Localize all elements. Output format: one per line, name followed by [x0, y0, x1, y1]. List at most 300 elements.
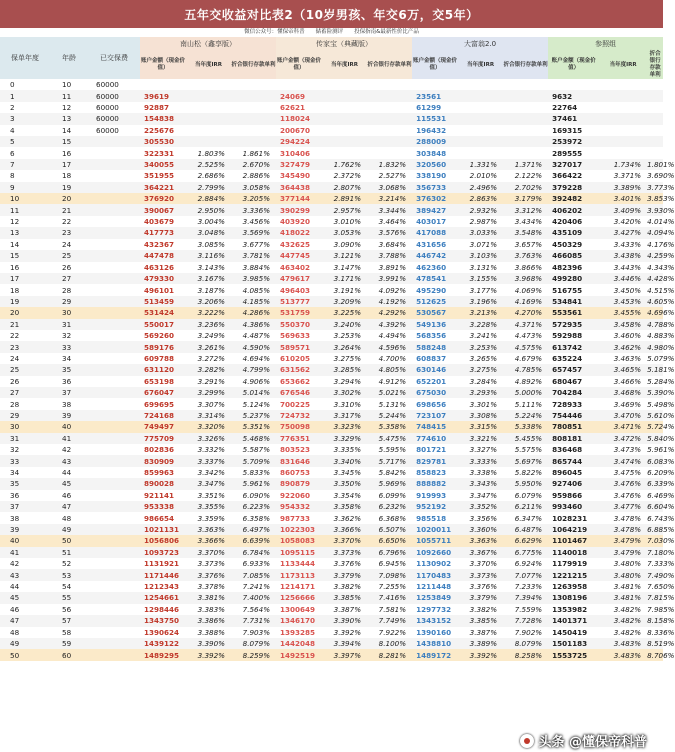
cell-irr — [186, 90, 231, 101]
cell-irr: 3.474% — [599, 455, 647, 466]
cell-value: 1298446 — [140, 604, 186, 615]
cell-bank: 6.209% — [647, 468, 675, 478]
cell-bank: 3.884% — [231, 262, 276, 273]
cell-bank: 4.694% — [231, 353, 276, 364]
cell-irr: 3.392% — [186, 649, 231, 660]
cell-bank: 5.014% — [231, 387, 276, 398]
cell-value: 403679 — [140, 216, 186, 227]
cell-irr: 3.249% — [186, 330, 231, 341]
cell-bank: 7.728% — [503, 615, 548, 626]
cell-age: 38 — [50, 398, 88, 409]
cell-paid — [88, 455, 140, 466]
cell-value: 482396 — [548, 262, 599, 273]
table-row — [0, 615, 663, 626]
cell-value: 1221215 — [548, 569, 599, 580]
table-row — [0, 125, 663, 136]
cell-bank: 6.743% — [647, 513, 675, 523]
cell-bank: 6.650% — [367, 535, 412, 546]
cell-irr: 2.686% — [186, 170, 231, 181]
cell-bank: 6.368% — [367, 512, 412, 523]
cell-irr: 3.479% — [599, 535, 647, 546]
cell-bank: 6.775% — [503, 547, 548, 558]
cell-bank: 5.021% — [367, 387, 412, 398]
cell-irr: 1.331% — [458, 159, 503, 170]
cell-paid — [88, 569, 140, 580]
cell-paid — [88, 524, 140, 535]
cell-irr: 3.315% — [458, 421, 503, 432]
cell-paid — [88, 547, 140, 558]
cell-year: 18 — [0, 284, 50, 295]
cell-value: 1353982 — [548, 604, 599, 615]
cell-age: 51 — [50, 547, 88, 558]
cell-bank — [647, 79, 663, 90]
cell-age: 22 — [50, 216, 88, 227]
cell-irr: 3.010% — [322, 216, 367, 227]
cell-bank: 6.639% — [231, 535, 276, 546]
cell-bank: 5.237% — [231, 410, 276, 421]
cell-value: 589176 — [140, 341, 186, 352]
cell-bank: 3.991% — [367, 273, 412, 284]
cell-value: 61299 — [412, 102, 458, 113]
cell-bank: 8.258% — [503, 649, 548, 660]
cell-bank: 2.670% — [231, 159, 276, 170]
cell-bank: 4.575% — [503, 341, 548, 352]
cell-bank: 4.428% — [647, 274, 675, 284]
cell-value: 435109 — [548, 227, 599, 238]
cell-value: 954332 — [276, 501, 322, 512]
cell-irr: 3.241% — [458, 330, 503, 341]
cell-bank: 6.933% — [231, 558, 276, 569]
cell-value: 952192 — [412, 501, 458, 512]
cell-irr: 3.389% — [458, 638, 503, 649]
cell-irr: 3.376% — [458, 581, 503, 592]
cell-value: 389427 — [412, 204, 458, 215]
table-row — [0, 627, 663, 638]
cell-value: 1140018 — [548, 547, 599, 558]
cell-irr: 3.483% — [599, 638, 647, 649]
cell-bank — [503, 136, 548, 147]
cell-value: 495290 — [412, 284, 458, 295]
cell-irr: 3.366% — [322, 524, 367, 535]
cell-bank: 5.284% — [647, 376, 675, 386]
cell-irr: 3.360% — [458, 524, 503, 535]
cell-age: 42 — [50, 444, 88, 455]
cell-bank: 1.371% — [503, 159, 548, 170]
cell-value: 305530 — [140, 136, 186, 147]
table-row — [0, 558, 663, 569]
cell-irr: 3.471% — [599, 421, 647, 432]
cell-value: 364221 — [140, 182, 186, 193]
cell-bank: 4.785% — [503, 364, 548, 375]
cell-year: 7 — [0, 159, 50, 170]
cell-paid — [88, 478, 140, 489]
cell-paid — [88, 239, 140, 250]
table-row — [0, 444, 663, 455]
cell-year: 22 — [0, 330, 50, 341]
cell-bank: 6.497% — [231, 524, 276, 535]
cell-value: 294224 — [276, 136, 322, 147]
cell-value: 774610 — [412, 433, 458, 444]
cell-bank: 4.392% — [367, 319, 412, 330]
cell-irr: 3.450% — [599, 284, 647, 295]
cell-irr: 3.240% — [322, 319, 367, 330]
cell-value: 676546 — [276, 387, 322, 398]
cell-value: 496403 — [276, 284, 322, 295]
cell-irr: 3.472% — [599, 433, 647, 444]
cell-bank: 7.416% — [367, 592, 412, 603]
cell-irr — [322, 79, 367, 90]
cell-irr: 3.478% — [599, 524, 647, 535]
cell-value: 1346170 — [276, 615, 322, 626]
cell-bank: 7.903% — [231, 627, 276, 638]
cell-year: 26 — [0, 376, 50, 387]
cell-bank: 2.122% — [503, 170, 548, 181]
header-irr: 当年度IRR — [458, 51, 503, 79]
cell-bank: 4.192% — [367, 296, 412, 307]
cell-paid — [88, 410, 140, 421]
cell-value: 569633 — [276, 330, 322, 341]
cell-irr: 3.390% — [322, 615, 367, 626]
cell-irr: 3.284% — [458, 376, 503, 387]
cell-bank: 7.490% — [647, 570, 675, 580]
cell-age: 15 — [50, 136, 88, 147]
cell-value: 1300649 — [276, 604, 322, 615]
cell-bank: 4.069% — [503, 284, 548, 295]
cell-bank: 4.679% — [503, 353, 548, 364]
cell-value: 1253849 — [412, 592, 458, 603]
cell-age: 58 — [50, 627, 88, 638]
cell-age: 59 — [50, 638, 88, 649]
cell-irr: 3.388% — [186, 627, 231, 638]
table-row — [0, 90, 663, 101]
cell-year: 14 — [0, 239, 50, 250]
cell-age: 49 — [50, 524, 88, 535]
cell-age: 17 — [50, 159, 88, 170]
cell-bank: 4.014% — [647, 217, 675, 227]
cell-age: 46 — [50, 490, 88, 501]
cell-irr — [599, 90, 647, 101]
cell-paid — [88, 136, 140, 147]
cell-irr: 3.362% — [322, 512, 367, 523]
cell-value: 39619 — [140, 90, 186, 101]
cell-year: 1 — [0, 90, 50, 101]
cell-irr: 3.332% — [186, 444, 231, 455]
cell-bank: 5.969% — [367, 478, 412, 489]
cell-value: 829781 — [412, 455, 458, 466]
cell-value: 462360 — [412, 262, 458, 273]
cell-irr — [322, 113, 367, 124]
cell-value: 1092660 — [412, 547, 458, 558]
cell-value: 1028231 — [548, 512, 599, 523]
cell-value: 1064219 — [548, 524, 599, 535]
cell-bank: 7.564% — [231, 604, 276, 615]
cell-irr: 3.282% — [186, 364, 231, 375]
cell-year: 50 — [0, 649, 50, 660]
cell-bank: 5.224% — [503, 410, 548, 421]
cell-irr: 3.320% — [186, 421, 231, 432]
cell-value: 698656 — [412, 398, 458, 409]
cell-value: 1489295 — [140, 649, 186, 660]
cell-value: 1055711 — [412, 535, 458, 546]
cell-irr: 3.376% — [322, 558, 367, 569]
cell-bank: 5.131% — [367, 398, 412, 409]
cell-irr: 3.476% — [599, 478, 647, 489]
cell-value: 922060 — [276, 490, 322, 501]
table-row — [0, 364, 663, 375]
cell-year: 32 — [0, 444, 50, 455]
cell-value: 478541 — [412, 273, 458, 284]
cell-year: 19 — [0, 296, 50, 307]
cell-bank: 7.241% — [231, 581, 276, 592]
cell-bank — [503, 90, 548, 101]
cell-bank: 4.259% — [647, 251, 675, 261]
cell-irr: 2.884% — [186, 193, 231, 204]
cell-irr: 3.143% — [186, 262, 231, 273]
cell-year: 49 — [0, 638, 50, 649]
cell-paid — [88, 490, 140, 501]
cell-paid — [88, 604, 140, 615]
cell-irr: 3.253% — [458, 341, 503, 352]
cell-irr: 3.053% — [322, 227, 367, 238]
cell-paid — [88, 273, 140, 284]
table-row — [0, 262, 663, 273]
cell-age: 21 — [50, 204, 88, 215]
cell-irr: 3.482% — [599, 627, 647, 638]
cell-bank: 6.223% — [231, 501, 276, 512]
cell-age: 39 — [50, 410, 88, 421]
cell-bank: 7.922% — [367, 627, 412, 638]
cell-irr: 3.379% — [458, 592, 503, 603]
cell-value: 9632 — [548, 90, 599, 101]
cell-bank: 5.595% — [367, 444, 412, 455]
cell-age: 36 — [50, 376, 88, 387]
header-bank: 折合银行存款单利 — [367, 51, 412, 79]
cell-value: 463126 — [140, 262, 186, 273]
cell-year: 17 — [0, 273, 50, 284]
cell-irr: 3.191% — [322, 284, 367, 295]
cell-irr: 3.321% — [458, 433, 503, 444]
cell-value: 1501183 — [548, 638, 599, 649]
cell-year: 5 — [0, 136, 50, 147]
cell-bank: 5.822% — [503, 467, 548, 478]
cell-bank — [647, 113, 663, 124]
watermark-text: 头条 @懂保帝科普 — [538, 735, 647, 750]
cell-paid — [88, 159, 140, 170]
cell-bank: 5.079% — [647, 353, 675, 363]
cell-value: 200670 — [276, 125, 322, 136]
cell-bank: 7.650% — [647, 582, 675, 592]
table-subtitle: 微信公众号：懂保帝科普 储蓄险测评 投保指南&最新性价比产品 — [0, 28, 663, 37]
cell-value: 890028 — [140, 478, 186, 489]
cell-bank: 7.400% — [231, 592, 276, 603]
cell-irr: 3.468% — [599, 387, 647, 398]
cell-bank: 4.176% — [647, 239, 675, 249]
cell-age: 24 — [50, 239, 88, 250]
cell-value: 418022 — [276, 227, 322, 238]
cell-bank: 3.684% — [367, 239, 412, 250]
cell-bank: 4.883% — [647, 331, 675, 341]
cell-age: 40 — [50, 421, 88, 432]
cell-value: 750098 — [276, 421, 322, 432]
cell-bank: 6.629% — [503, 535, 548, 546]
cell-bank: 6.885% — [647, 525, 675, 535]
cell-value: 1439122 — [140, 638, 186, 649]
table-row — [0, 319, 663, 330]
cell-paid — [88, 204, 140, 215]
watermark — [520, 731, 647, 750]
cell-irr: 3.326% — [186, 433, 231, 444]
cell-irr: 3.351% — [186, 490, 231, 501]
cell-bank: 6.347% — [503, 512, 548, 523]
cell-value: 610205 — [276, 353, 322, 364]
cell-value: 1401371 — [548, 615, 599, 626]
cell-paid — [88, 433, 140, 444]
cell-irr: 3.340% — [322, 455, 367, 466]
cell-irr: 3.307% — [186, 398, 231, 409]
cell-year: 28 — [0, 398, 50, 409]
header-bank: 折合银行存款单利 — [647, 51, 663, 79]
cell-age: 55 — [50, 592, 88, 603]
cell-irr: 3.206% — [186, 296, 231, 307]
cell-age: 43 — [50, 455, 88, 466]
cell-irr: 3.401% — [599, 193, 647, 204]
cell-year: 9 — [0, 182, 50, 193]
cell-bank — [367, 113, 412, 124]
cell-irr — [599, 125, 647, 136]
cell-value: 1101467 — [548, 535, 599, 546]
cell-irr: 3.131% — [458, 262, 503, 273]
cell-bank: 4.605% — [647, 296, 675, 306]
cell-value: 549136 — [412, 319, 458, 330]
table-body — [0, 79, 675, 661]
cell-irr: 3.342% — [186, 467, 231, 478]
cell-bank: 7.180% — [647, 547, 675, 557]
cell-age: 20 — [50, 193, 88, 204]
cell-value: 1170483 — [412, 569, 458, 580]
cell-value: 446742 — [412, 250, 458, 261]
cell-irr: 3.446% — [599, 273, 647, 284]
cell-irr: 3.213% — [458, 307, 503, 318]
cell-irr: 3.265% — [458, 353, 503, 364]
cell-bank: 5.358% — [367, 421, 412, 432]
cell-irr: 3.373% — [186, 558, 231, 569]
cell-irr: 3.359% — [186, 512, 231, 523]
cell-bank — [367, 102, 412, 113]
cell-bank: 4.292% — [367, 307, 412, 318]
cell-value: 589571 — [276, 341, 322, 352]
cell-value: 987733 — [276, 512, 322, 523]
table-row — [0, 535, 663, 546]
cell-irr: 3.147% — [322, 262, 367, 273]
cell-value: 1308196 — [548, 592, 599, 603]
cell-bank: 6.924% — [503, 558, 548, 569]
cell-value: 534841 — [548, 296, 599, 307]
cell-value: 1058083 — [276, 535, 322, 546]
cell-value: 364438 — [276, 182, 322, 193]
header-product-reference: 参照组 — [548, 37, 663, 51]
cell-irr: 3.314% — [186, 410, 231, 421]
cell-irr: 2.950% — [186, 204, 231, 215]
cell-value: 550370 — [276, 319, 322, 330]
cell-value: 592988 — [548, 330, 599, 341]
cell-bank: 5.950% — [503, 478, 548, 489]
cell-paid — [88, 649, 140, 660]
cell-irr: 3.167% — [186, 273, 231, 284]
cell-value: 1179919 — [548, 558, 599, 569]
cell-bank: 3.763% — [503, 250, 548, 261]
cell-bank: 8.519% — [647, 639, 675, 649]
cell-value: 345490 — [276, 170, 322, 181]
cell-bank: 5.181% — [647, 365, 675, 375]
cell-value: 479617 — [276, 273, 322, 284]
cell-bank: 5.390% — [647, 388, 675, 398]
cell-age: 28 — [50, 284, 88, 295]
cell-irr: 3.455% — [599, 307, 647, 318]
cell-value: 1171446 — [140, 569, 186, 580]
cell-irr — [186, 79, 231, 90]
cell-value: 1343152 — [412, 615, 458, 626]
cell-value: 631562 — [276, 364, 322, 375]
cell-bank — [367, 79, 412, 90]
cell-year: 31 — [0, 433, 50, 444]
cell-bank: 8.079% — [231, 638, 276, 649]
cell-irr: 3.438% — [599, 250, 647, 261]
cell-age: 31 — [50, 319, 88, 330]
cell-irr: 3.121% — [322, 250, 367, 261]
cell-paid — [88, 182, 140, 193]
cell-value: 699695 — [140, 398, 186, 409]
cell-bank — [367, 147, 412, 158]
cell-value: 356733 — [412, 182, 458, 193]
cell-year: 15 — [0, 250, 50, 261]
cell-paid — [88, 376, 140, 387]
cell-value: 118024 — [276, 113, 322, 124]
cell-value: 652201 — [412, 376, 458, 387]
cell-irr: 3.458% — [599, 319, 647, 330]
cell-age: 26 — [50, 262, 88, 273]
cell-value: 447745 — [276, 250, 322, 261]
cell-irr: 3.483% — [599, 649, 647, 660]
cell-bank: 4.788% — [647, 319, 675, 329]
cell-value: 1390624 — [140, 627, 186, 638]
cell-irr: 3.222% — [186, 307, 231, 318]
cell-irr: 2.932% — [458, 204, 503, 215]
header-year: 保单年度 — [0, 37, 50, 79]
cell-age: 32 — [50, 330, 88, 341]
cell-bank: 7.077% — [503, 569, 548, 580]
cell-irr: 3.048% — [186, 227, 231, 238]
cell-bank: 4.696% — [647, 308, 675, 318]
cell-age: 29 — [50, 296, 88, 307]
cell-irr: 3.482% — [599, 604, 647, 615]
cell-bank: 4.590% — [231, 341, 276, 352]
cell-value: 888882 — [412, 478, 458, 489]
cell-bank: 6.339% — [647, 479, 675, 489]
cell-irr: 3.301% — [458, 398, 503, 409]
cell-irr: 3.116% — [186, 250, 231, 261]
cell-age: 12 — [50, 102, 88, 113]
cell-value: 379228 — [548, 182, 599, 193]
cell-value: 392482 — [548, 193, 599, 204]
cell-bank: 3.690% — [647, 171, 675, 181]
cell-value: 1553725 — [548, 649, 599, 660]
cell-bank — [231, 113, 276, 124]
table-row — [0, 524, 663, 535]
cell-irr — [322, 102, 367, 113]
table-row — [0, 376, 663, 387]
cell-irr: 2.987% — [458, 216, 503, 227]
cell-value: 1438810 — [412, 638, 458, 649]
